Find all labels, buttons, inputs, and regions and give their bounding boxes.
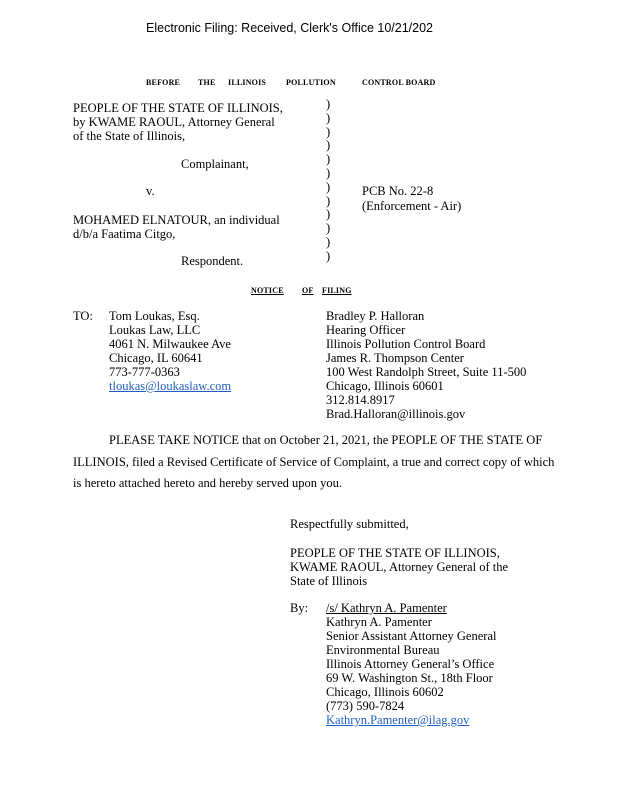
board-title-control-board: CONTROL BOARD [362, 78, 436, 87]
body-text-line: is hereto attached hereto and hereby served upon you. [73, 476, 342, 490]
caption-divider: ) ) ) ) ) ) ) ) ) ) ) ) [326, 97, 331, 263]
board-title-before: BEFORE [146, 78, 181, 87]
service-recipient-right: Bradley P. Halloran Hearing Officer Illinois Pollution Control Board James R. Thompson Center 100 West Randolph Street, Suite 11-500 Chicago, Illinois 60601 312.814.8917 Brad.Halloran@illinois.gov [326, 309, 527, 421]
notice-title-of: OF [302, 286, 314, 295]
versus-label: v. [146, 184, 155, 198]
body-text-line: PLEASE TAKE NOTICE that on October 21, 2021, the PEOPLE OF THE STATE OF [109, 433, 543, 447]
signature-party: PEOPLE OF THE STATE OF ILLINOIS, KWAME RAOUL, Attorney General of the State of Illinois [290, 546, 509, 588]
respondent-label: Respondent. [181, 254, 244, 268]
signer-details: /s/ Kathryn A. Pamenter Kathryn A. Pamenter Senior Assistant Attorney General Environmental Bureau Illinois Attorney General’s Office 69 W. Washington St., 18th Floor Chicago, Illinois 60602 (773) 590-7824 Kathryn.Pamenter@ilag.gov [326, 601, 497, 727]
respondent-line: d/b/a Faatima Citgo, [73, 227, 176, 241]
service-recipient-left: Tom Loukas, Esq. Loukas Law, LLC 4061 N. Milwaukee Ave Chicago, IL 60641 773-777-0363 tloukas@loukaslaw.com [109, 309, 232, 393]
closing: Respectfully submitted, [290, 517, 409, 531]
respondent-line: MOHAMED ELNATOUR, an individual [73, 213, 280, 227]
body-text-line: ILLINOIS, filed a Revised Certificate of Service of Complaint, a true and correct copy of which [73, 455, 555, 469]
filing-stamp: Electronic Filing: Received, Clerk's Office 10/21/202 [146, 21, 434, 35]
case-type: (Enforcement - Air) [362, 199, 462, 213]
by-label: By: [290, 601, 309, 615]
board-title-the: THE [198, 78, 216, 87]
board-title-illinois: ILLINOIS [228, 78, 267, 87]
plaintiff-line: of the State of Illinois, [73, 129, 186, 143]
notice-title-filing: FILING [322, 286, 352, 295]
complainant-label: Complainant, [181, 157, 249, 171]
plaintiff-line: PEOPLE OF THE STATE OF ILLINOIS, [73, 101, 283, 115]
case-number: PCB No. 22-8 [362, 184, 434, 198]
recipient-email-link[interactable]: tloukas@loukaslaw.com [109, 379, 232, 393]
plaintiff-line: by KWAME RAOUL, Attorney General [73, 115, 275, 129]
signer-email-link[interactable]: Kathryn.Pamenter@ilag.gov [326, 713, 470, 727]
notice-title-notice: NOTICE [251, 286, 284, 295]
to-label: TO: [73, 309, 93, 323]
board-title-pollution: POLLUTION [286, 78, 336, 87]
electronic-signature: /s/ Kathryn A. Pamenter [326, 601, 447, 615]
